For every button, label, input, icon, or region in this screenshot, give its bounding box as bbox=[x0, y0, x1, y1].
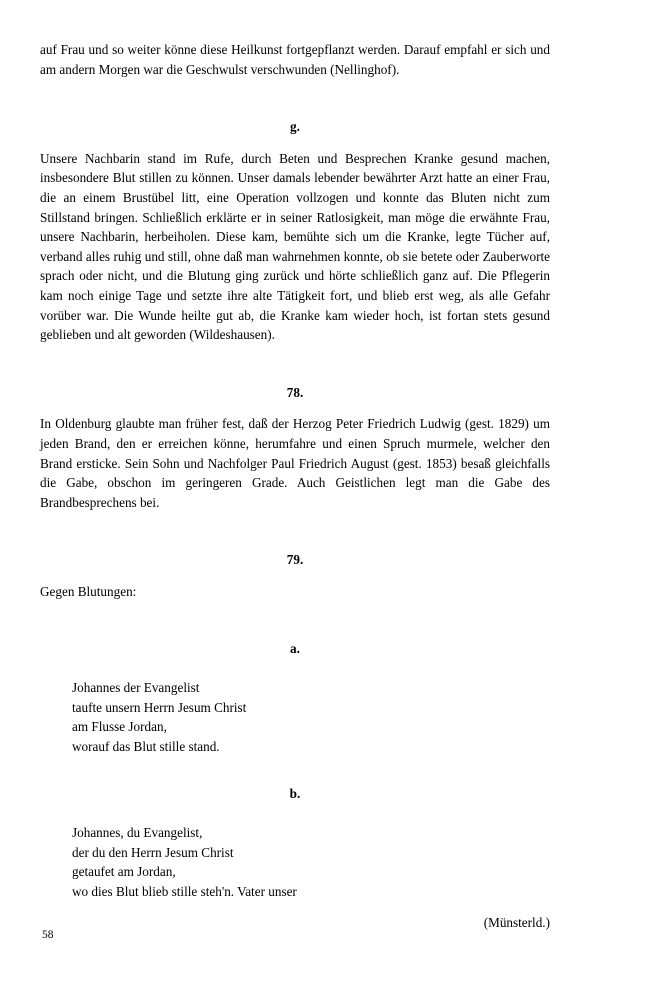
verse-block-a bbox=[40, 678, 550, 756]
paragraph-section-78: In Oldenburg glaubte man früher fest, daß der Herzog Peter Friedrich Ludwig (gest. 1829) um jeden Brand, den er erreichen könne, herumfahre und einen Spruch murmele, welcher den Brand ersticke. Sein Sohn und Nachfolger Paul Friedrich August (gest. 1853) besaß gleichfalls die Gabe, obschon im geringeren Grade. Auch Geistlichen legt man die Gabe des Brandbesprechens bei. bbox=[40, 416, 550, 510]
spacer bbox=[40, 402, 550, 414]
verse-line: wo dies Blut blieb stille steh'n. Vater unser bbox=[72, 883, 297, 899]
spacer bbox=[40, 901, 550, 913]
spacer bbox=[40, 804, 550, 823]
spacer bbox=[40, 601, 550, 639]
verse-line: Johannes der Evangelist bbox=[72, 680, 200, 696]
spacer bbox=[40, 137, 550, 149]
spacer bbox=[40, 659, 550, 678]
verse-block-b bbox=[40, 823, 550, 901]
spacer bbox=[40, 345, 550, 383]
paragraph-section-g: Unsere Nachbarin stand im Rufe, durch Beten und Besprechen Kranke gesund machen, insbesondere Blut stillen zu können. Unser damals lebender bewährter Arzt hatte an einer Frau, die an einem Brustübel litt, eine Operation vollzogen und konnte das Bluten nicht zum Stillstand bringen. Schließlich erklärte er in seiner Ratlosigkeit, man möge die erwähnte Frau, unsere Nachbarin, herbeiholen. Diese kam, bemühte sich um die Kranke, legte Tücher auf, verband alles ruhig und still, ohne daß man wahrnehmen konnte, ob sie betete oder Zauberworte sprach oder nicht, und die Blutung ging zurück und hörte schließlich ganz auf. Die Pflegerin kam noch einige Tage und setzte ihre alte Tätigkeit fort, und blieb erst weg, als alle Gefahr vorüber war. Die Wunde heilte gut ab, die Kranke kam wieder hoch, ist fortan stets gesund geblieben und alt geworden (Wildeshausen). bbox=[40, 150, 550, 343]
spacer bbox=[40, 570, 550, 582]
page-content bbox=[40, 40, 550, 933]
page-number: 58 bbox=[42, 929, 54, 941]
verse-line: getaufet am Jordan, bbox=[72, 864, 176, 880]
paragraph-section-79-intro: Gegen Blutungen: bbox=[40, 583, 137, 599]
subsection-label-a: a. bbox=[290, 641, 300, 657]
verse-line: taufte unsern Herrn Jesum Christ bbox=[72, 699, 247, 715]
spacer bbox=[40, 512, 550, 550]
subsection-label-g: g. bbox=[290, 119, 300, 135]
section-number-79: 79. bbox=[286, 552, 304, 568]
subsection-label-b: b. bbox=[289, 786, 301, 802]
spacer bbox=[40, 756, 550, 784]
section-number-78: 78. bbox=[286, 384, 304, 400]
spacer bbox=[40, 79, 550, 117]
source-attribution: (Münsterld.) bbox=[483, 915, 550, 931]
verse-line: worauf das Blut stille stand. bbox=[72, 738, 220, 754]
verse-line: am Flusse Jordan, bbox=[72, 719, 167, 735]
paragraph-continuation: auf Frau und so weiter könne diese Heilkunst fortgepflanzt werden. Darauf empfahl er sich und am andern Morgen war die Geschwulst verschwunden (Nellinghof). bbox=[40, 42, 550, 77]
verse-line: der du den Herrn Jesum Christ bbox=[72, 844, 234, 860]
verse-line: Johannes, du Evangelist, bbox=[72, 825, 203, 841]
